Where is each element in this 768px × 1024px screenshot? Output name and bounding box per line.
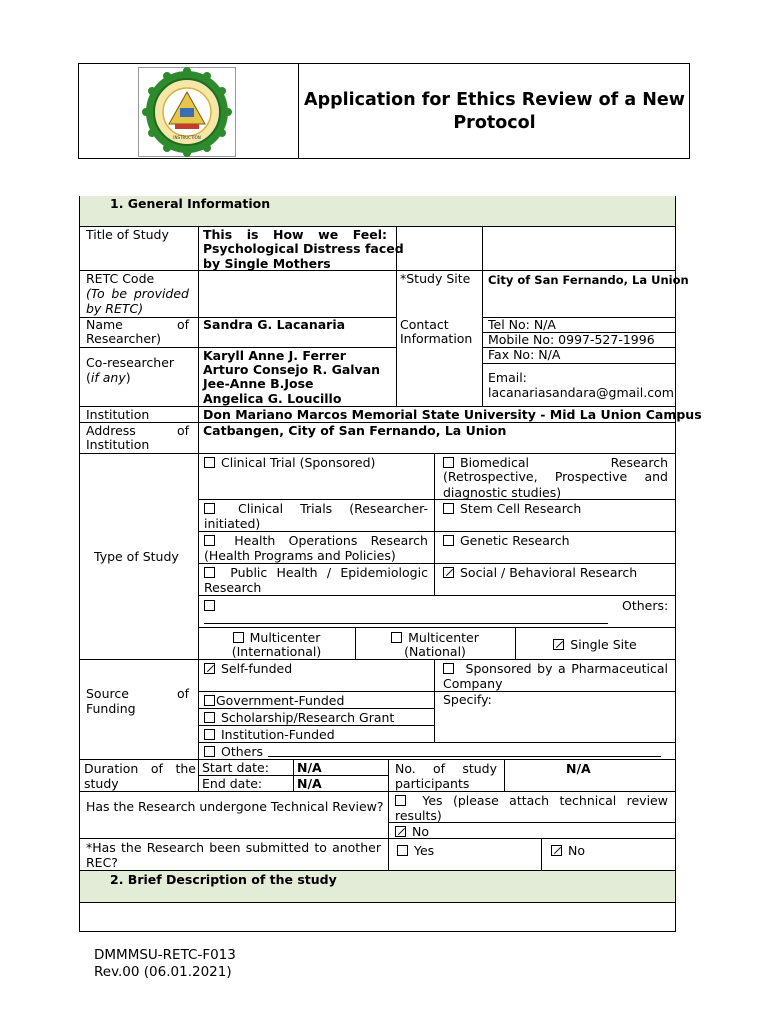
- start-date-value: N/A: [297, 760, 322, 775]
- address-label: Address of: [86, 423, 189, 438]
- others-underline: [204, 623, 608, 624]
- rec-no[interactable]: No: [551, 843, 585, 858]
- co-researcher-1: Karyll Anne J. Ferrer: [203, 348, 346, 363]
- co-researcher-note: (if any): [86, 370, 131, 385]
- option-health-operations[interactable]: Health Operations Research: [204, 533, 428, 548]
- institution-value: Don Mariano Marcos Memorial State University - Mid La Union Campus: [203, 407, 702, 422]
- checked-checkbox-icon[interactable]: [443, 567, 454, 578]
- co-researcher-4: Angelica G. Loucillo: [203, 391, 342, 406]
- checked-checkbox-icon[interactable]: [204, 663, 215, 674]
- fax-number: Fax No: N/A: [488, 347, 561, 362]
- option-others-checkbox[interactable]: [204, 598, 221, 613]
- fund-others[interactable]: Others: [204, 744, 263, 759]
- email-address: lacanariasandara@gmail.com: [488, 385, 674, 400]
- end-date-value: N/A: [297, 776, 322, 791]
- checkbox-icon[interactable]: [233, 632, 244, 643]
- fund-government[interactable]: Government-Funded: [204, 693, 344, 708]
- description-field[interactable]: [80, 903, 675, 931]
- fund-sponsored-2: Company: [443, 676, 503, 691]
- contact-label-2: Information: [400, 331, 473, 346]
- technical-review-question: Has the Research undergone Technical Review?: [86, 799, 384, 814]
- form-title-line2: Protocol: [453, 113, 536, 133]
- fund-institution[interactable]: Institution-Funded: [204, 727, 335, 742]
- option-public-health[interactable]: Public Health / Epidemiologic: [204, 565, 428, 580]
- study-site-value: City of San Fernando, La Union: [488, 273, 689, 287]
- option-genetic[interactable]: Genetic Research: [443, 533, 570, 548]
- checkbox-icon[interactable]: [443, 503, 454, 514]
- checkbox-icon[interactable]: [443, 535, 454, 546]
- checkbox-icon[interactable]: [204, 712, 215, 723]
- co-researcher-3: Jee-Anne B.Jose: [203, 376, 314, 391]
- type-of-study-label: Type of Study: [94, 549, 179, 564]
- option-multicenter-international[interactable]: Multicenter: [198, 630, 355, 645]
- checkbox-icon[interactable]: [395, 795, 406, 806]
- option-social-behavioral[interactable]: Social / Behavioral Research: [443, 565, 637, 580]
- title-of-study-line2: Psychological Distress faced: [203, 241, 404, 256]
- option-biomedical-3: diagnostic studies): [443, 485, 562, 500]
- section1-title: 1. General Information: [110, 196, 271, 211]
- co-researcher-2: Arturo Consejo R. Galvan: [203, 362, 381, 377]
- technical-review-yes-2: results): [395, 808, 442, 823]
- checked-checkbox-icon[interactable]: [553, 639, 564, 650]
- option-biomedical-2: (Retrospective, Prospective and: [443, 469, 668, 484]
- title-of-study-line3: by Single Mothers: [203, 256, 331, 271]
- checkbox-icon[interactable]: [204, 457, 215, 468]
- retc-code-note-2: by RETC): [86, 301, 144, 316]
- title-of-study-line1: This is How we Feel:: [203, 227, 387, 242]
- fund-self-funded[interactable]: Self-funded: [204, 661, 292, 676]
- form-code: DMMMSU-RETC-F013: [94, 947, 236, 963]
- contact-label-1: Contact: [400, 317, 449, 332]
- fund-sponsored[interactable]: Sponsored by a Pharmaceutical: [443, 661, 668, 676]
- checkbox-icon[interactable]: [204, 600, 215, 611]
- institution-label: Institution: [86, 407, 150, 422]
- mobile-number: Mobile No: 0997-527-1996: [488, 332, 655, 347]
- checkbox-icon[interactable]: [204, 746, 215, 757]
- option-single-site[interactable]: Single Site: [515, 637, 675, 652]
- option-multicenter-national-2: (National): [404, 644, 466, 659]
- checkbox-icon[interactable]: [204, 695, 215, 706]
- checkbox-icon[interactable]: [204, 729, 215, 740]
- svg-text:INSTRUCTION: INSTRUCTION: [173, 135, 201, 140]
- researcher-name: Sandra G. Lacanaria: [203, 317, 346, 332]
- start-date-label: Start date:: [202, 760, 269, 775]
- option-multicenter-national[interactable]: Multicenter: [355, 630, 515, 645]
- address-value: Catbangen, City of San Fernando, La Union: [203, 423, 507, 438]
- checkbox-icon[interactable]: [391, 632, 402, 643]
- option-clinical-trial-researcher[interactable]: Clinical Trials (Researcher-: [204, 501, 428, 516]
- rec-yes[interactable]: Yes: [397, 843, 434, 858]
- option-stem-cell[interactable]: Stem Cell Research: [443, 501, 581, 516]
- option-others-label: Others:: [622, 598, 669, 613]
- funding-label-2: Funding: [86, 701, 136, 716]
- co-researcher-label: Co-researcher: [86, 355, 175, 370]
- option-clinical-trial-researcher-2: initiated): [204, 516, 261, 531]
- end-date-label: End date:: [202, 776, 263, 791]
- form-title-line1: Application for Ethics Review of a New: [304, 90, 685, 110]
- duration-label: Duration of the: [84, 761, 196, 776]
- checkbox-icon[interactable]: [443, 663, 454, 674]
- checked-checkbox-icon[interactable]: [395, 826, 406, 837]
- checkbox-icon[interactable]: [204, 503, 215, 514]
- retc-code-label: RETC Code: [86, 271, 155, 286]
- option-health-operations-2: (Health Programs and Policies): [204, 548, 396, 563]
- option-multicenter-international-2: (International): [231, 644, 322, 659]
- participants-value: N/A: [566, 761, 591, 776]
- form-revision: Rev.00 (06.01.2021): [94, 964, 232, 980]
- researcher-name-label: Name of: [86, 317, 189, 332]
- retc-code-note: (To be provided: [86, 286, 189, 301]
- fund-specify-label: Specify:: [443, 692, 492, 707]
- checkbox-icon[interactable]: [204, 535, 215, 546]
- technical-review-no[interactable]: No: [395, 824, 429, 839]
- rec-question: *Has the Research been submitted to another: [86, 840, 381, 855]
- fund-others-underline: [268, 756, 661, 757]
- university-seal-logo: [138, 67, 236, 157]
- participants-label: No. of study: [395, 761, 497, 776]
- researcher-name-label-2: Researcher): [86, 331, 162, 346]
- study-site-label: *Study Site: [400, 271, 471, 286]
- checked-checkbox-icon[interactable]: [551, 845, 562, 856]
- section2-title: 2. Brief Description of the study: [110, 872, 337, 887]
- rec-question-2: REC?: [86, 855, 118, 870]
- checkbox-icon[interactable]: [204, 567, 215, 578]
- participants-label-2: participants: [395, 776, 470, 791]
- duration-label-2: study: [84, 776, 119, 791]
- title-of-study-label: Title of Study: [86, 227, 169, 242]
- email-label: Email:: [488, 370, 527, 385]
- tel-number: Tel No: N/A: [488, 317, 556, 332]
- option-public-health-2: Research: [204, 580, 262, 595]
- fund-scholarship[interactable]: Scholarship/Research Grant: [204, 710, 394, 725]
- checkbox-icon[interactable]: [397, 845, 408, 856]
- address-label-2: Institution: [86, 437, 150, 452]
- funding-label: Source of: [86, 686, 189, 701]
- checkbox-icon[interactable]: [443, 457, 454, 468]
- option-clinical-trial-sponsored[interactable]: Clinical Trial (Sponsored): [204, 455, 375, 470]
- technical-review-yes[interactable]: Yes (please attach technical review: [395, 793, 668, 808]
- option-biomedical[interactable]: Biomedical Research: [443, 455, 668, 470]
